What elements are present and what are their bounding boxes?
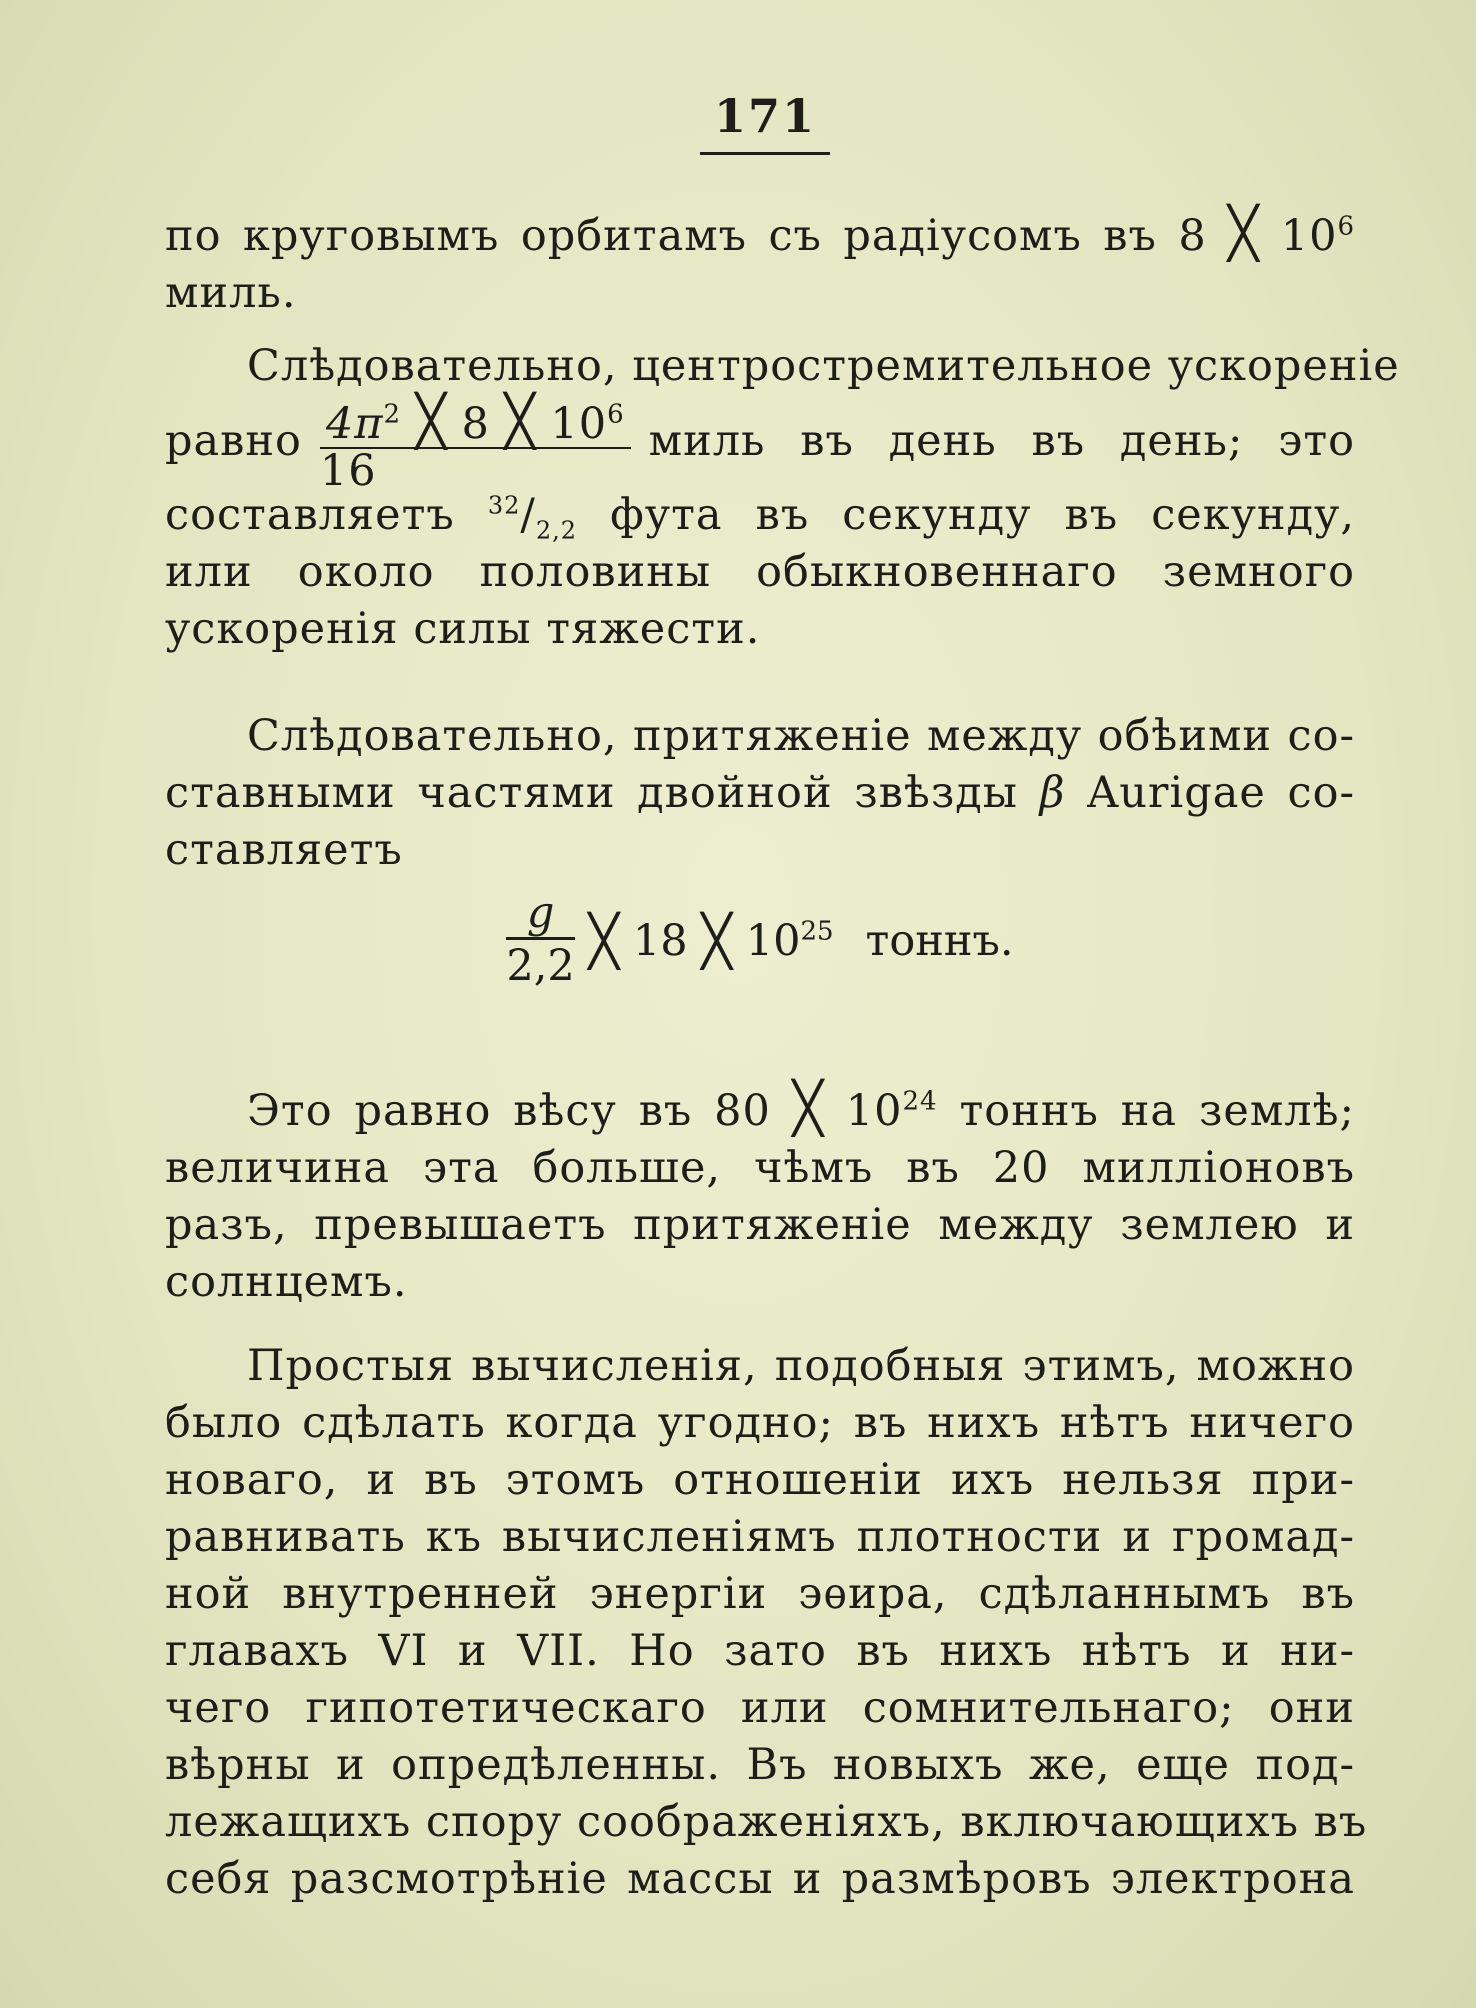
formula-unit: тоннъ. <box>865 915 1014 966</box>
page-number: 171 <box>713 89 817 143</box>
times-symbol: ╳ <box>588 911 619 970</box>
text-line: ставляетъ <box>165 825 403 875</box>
text-line: или около половины обыкновеннаго земного <box>165 547 1355 597</box>
text-line: составляетъ $^{32}/_{2,2}$ фута въ секунду въ секунду, <box>165 490 1356 545</box>
fraction-numerator: $4\pi^2$ ╳ 8 ╳ $10^6$ <box>320 396 631 449</box>
text-line: было сдѣлать когда угодно; въ нихъ нѣтъ ничего <box>165 1398 1355 1448</box>
text-line: равнивать къ вычисленіямъ плотности и громад- <box>165 1512 1355 1562</box>
text-line: Слѣдовательно, притяженіе между обѣими со- <box>247 711 1355 761</box>
paragraph-3 <box>165 708 1355 879</box>
text-line: ставными частями двойной звѣзды β Aurigae со- <box>165 768 1355 818</box>
text-line: лежащихъ спору соображеніяхъ, включающихъ въ <box>165 1797 1368 1847</box>
formula-factor: 18 <box>632 915 688 966</box>
page-header <box>700 88 830 155</box>
text-line: по круговымъ орбитамъ съ радіусомъ въ 8 ╳ $10^6$ <box>165 204 1356 262</box>
fraction-denominator: 2,2 <box>506 941 575 991</box>
book-page <box>165 88 1400 1968</box>
fraction-denominator: 16 <box>319 445 377 496</box>
page-number-rule <box>700 152 830 155</box>
text-line: Это равно вѣсу въ 80 ╳ $10^{24}$ тоннъ на землѣ; <box>247 1079 1356 1137</box>
formula-fraction <box>506 889 574 992</box>
display-formula <box>165 888 1355 992</box>
text-line: Простыя вычисленія, подобныя этимъ, можно <box>247 1341 1355 1391</box>
text-line: вѣрны и опредѣленны. Въ новыхъ же, еще под- <box>165 1740 1355 1790</box>
text-line: новаго, и въ этомъ отношеніи ихъ нельзя при- <box>165 1455 1355 1505</box>
slash-fraction: $^{32}/_{2,2}$ <box>487 490 578 545</box>
text-line: миль. <box>165 268 297 318</box>
times-symbol: ╳ <box>1228 204 1260 262</box>
text-line: разъ, превышаетъ притяженіе между землею и <box>165 1200 1355 1250</box>
text-line-with-fraction: равно $\frac{4\pi^2 ╳ 8 ╳ 10^6}{16}$ миль въ день въ день; это <box>165 391 1355 496</box>
paragraph-2 <box>165 338 1400 658</box>
text-line: величина эта больше, чѣмъ въ 20 милліоновъ <box>165 1143 1355 1193</box>
paragraph-4 <box>165 1079 1356 1311</box>
paragraph-1 <box>165 204 1356 322</box>
text-line: ускоренія силы тяжести. <box>165 604 761 654</box>
beta-symbol: β <box>1039 768 1066 818</box>
text-line: ной внутренней энергіи эѳира, сдѣланнымъ въ <box>165 1569 1355 1619</box>
times-symbol: ╳ <box>701 911 732 970</box>
text-line: себя разсмотрѣніе массы и размѣровъ электрона <box>165 1854 1355 1904</box>
formula-power: $10^{25}$ <box>745 915 834 966</box>
text-line: Слѣдовательно, центростремительное ускореніе <box>247 341 1400 391</box>
inline-fraction <box>319 391 631 496</box>
text-line: главахъ VI и VII. Но зато въ нихъ нѣтъ и ни- <box>165 1626 1355 1676</box>
text-line: солнцемъ. <box>165 1257 408 1307</box>
text-line: чего гипотетическаго или сомнительнаго; они <box>165 1683 1355 1733</box>
paragraph-5 <box>165 1338 1368 1908</box>
fraction-numerator: g <box>506 889 574 940</box>
